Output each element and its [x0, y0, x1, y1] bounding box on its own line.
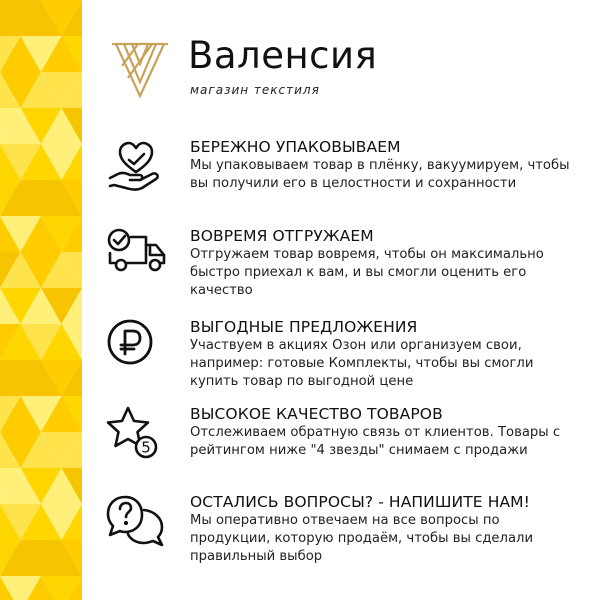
rating-number-label: 5	[141, 438, 151, 457]
feature-title: ВОВРЕМЯ ОТГРУЖАЕМ	[190, 227, 374, 245]
feature-text: Отслеживаем обратную связь от клиентов. Товары с рейтингом ниже "4 звезды" снимаем с продажи	[190, 425, 561, 458]
feature-text: Отгружаем товар вовремя, чтобы он максимально быстро приехал к вам, и вы смогли оценить его качество	[190, 247, 544, 298]
ruble-coin-icon	[104, 318, 168, 382]
feature-text: Мы упаковываем товар в плёнку, вакуумируем, чтобы вы получили его в целостности и сохранности	[190, 158, 570, 191]
delivery-truck-check-icon	[104, 227, 168, 291]
feature-title: ОСТАЛИСЬ ВОПРОСЫ? - НАПИШИТЕ НАМ!	[190, 493, 530, 511]
feature-title: БЕРЕЖНО УПАКОВЫВАЕМ	[190, 138, 401, 156]
feature-text: Мы оперативно отвечаем на все вопросы по продукции, которую продаём, чтобы вы сделали правильный выбор	[190, 513, 534, 564]
question-chat-icon	[104, 493, 168, 557]
heart-hand-icon	[104, 138, 168, 202]
feature-title: ВЫСОКОЕ КАЧЕСТВО ТОВАРОВ	[190, 405, 443, 423]
feature-title: ВЫГОДНЫЕ ПРЕДЛОЖЕНИЯ	[190, 318, 418, 336]
yellow-triangle-pattern	[0, 0, 82, 600]
valencia-logo-icon	[110, 38, 170, 100]
feature-text: Участвуем в акциях Озон или организуем свои, например: готовые Комплекты, чтобы вы смогли купить товар по выгодной цене	[190, 338, 534, 389]
brand-name: Валенсия	[188, 34, 378, 77]
star-rating-icon	[104, 405, 168, 469]
brand-tagline: магазин текстиля	[190, 83, 320, 97]
